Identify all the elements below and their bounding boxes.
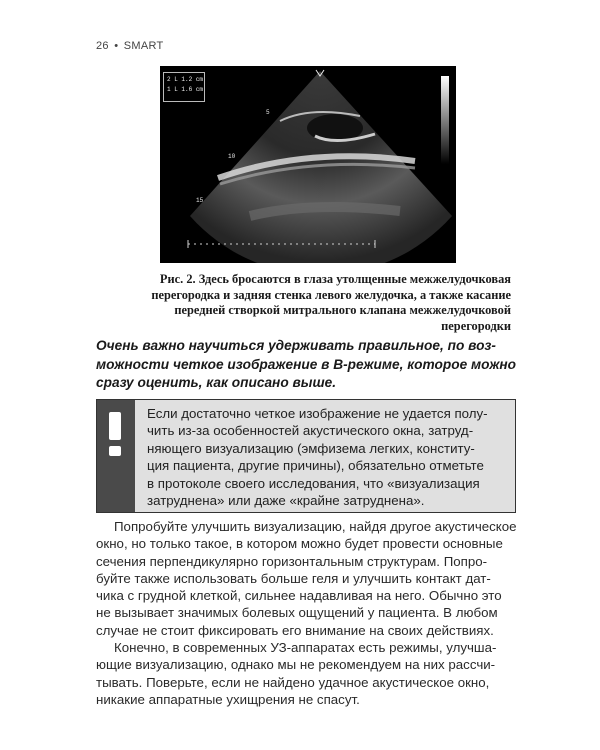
measurement-row: 2 L 1.2 cm xyxy=(167,76,204,83)
exclamation-icon xyxy=(97,400,135,512)
paragraph-line: Конечно, в современных УЗ-аппаратах есть режимы, улучша- xyxy=(114,640,497,655)
caption-line: перегородки xyxy=(441,318,511,333)
paragraph-line: никакие аппаратные ухищрения не спасут. xyxy=(96,691,360,707)
depth-marker: 15 xyxy=(196,197,204,204)
warning-text xyxy=(147,405,507,509)
lead-line: Очень важно научиться удерживать правильное, по воз- xyxy=(96,338,496,353)
warning-line: няющего визуализацию (эмфизема легких, конститу- xyxy=(147,440,475,456)
grayscale-bar xyxy=(441,76,449,164)
measurement-row: 1 L 1.6 cm xyxy=(167,86,204,93)
page-number: 26 xyxy=(96,40,109,52)
figure-caption xyxy=(113,272,511,334)
warning-line: Если достаточно четкое изображение не удается полу- xyxy=(147,406,488,421)
paragraph-line: чика с грудной клеткой, сильнее надавливая на него. Обычно это xyxy=(96,588,502,604)
paragraph-2 xyxy=(96,639,512,708)
paragraph-line: Попробуйте улучшить визуализацию, найдя другое акустическое xyxy=(114,519,517,534)
warning-box xyxy=(96,399,516,513)
caption-line: перегородка и задняя стенка левого желудочка, а также касание xyxy=(151,287,511,302)
paragraph-line: окно, но только такое, в котором можно будет провести основные xyxy=(96,536,503,552)
warning-line: в протоколе своего исследования, что «визуализация xyxy=(147,475,480,491)
measurement-readout xyxy=(163,72,205,102)
caption-line: передней створкой митрального клапана межжелудочковой xyxy=(174,303,511,317)
header-separator: • xyxy=(114,40,119,52)
lead-statement xyxy=(96,337,517,393)
paragraph-line: сечения перпендикулярно горизонтальным структурам. Попро- xyxy=(96,553,488,569)
lead-line: сразу оценить, как описано выше. xyxy=(96,375,337,391)
echocardiogram-image xyxy=(160,66,456,263)
paragraph-line: не вызывает значимых болевых ощущений у пациента. В любом xyxy=(96,605,498,621)
warning-line: чить из-за особенностей акустического окна, затруд- xyxy=(147,423,474,439)
paragraph-line: буйте также использовать больше геля и улучшить контакт дат- xyxy=(96,570,491,586)
depth-marker: 10 xyxy=(228,153,236,160)
paragraph-line: ющие визуализацию, однако мы не рекомендуем на них рассчи- xyxy=(96,657,496,673)
paragraph-line: тывать. Поверьте, если не найдено удачное акустическое окно, xyxy=(96,674,490,690)
depth-marker: 5 xyxy=(266,109,270,116)
caption-line: Рис. 2. Здесь бросаются в глаза утолщенные межжелудочковая xyxy=(159,272,511,286)
paragraph-line: случае не стоит фиксировать его внимание на своих действиях. xyxy=(96,622,494,638)
warning-line: затруднена» или даже «крайне затруднена». xyxy=(147,493,425,509)
series-name: SMART xyxy=(123,40,164,52)
warning-line: ция пациента, другие причины), обязательно отметьте xyxy=(147,458,484,474)
lead-line: можности четкое изображение в В-режиме, которое можно xyxy=(96,356,517,372)
running-header xyxy=(96,40,164,52)
paragraph-1 xyxy=(96,518,517,639)
